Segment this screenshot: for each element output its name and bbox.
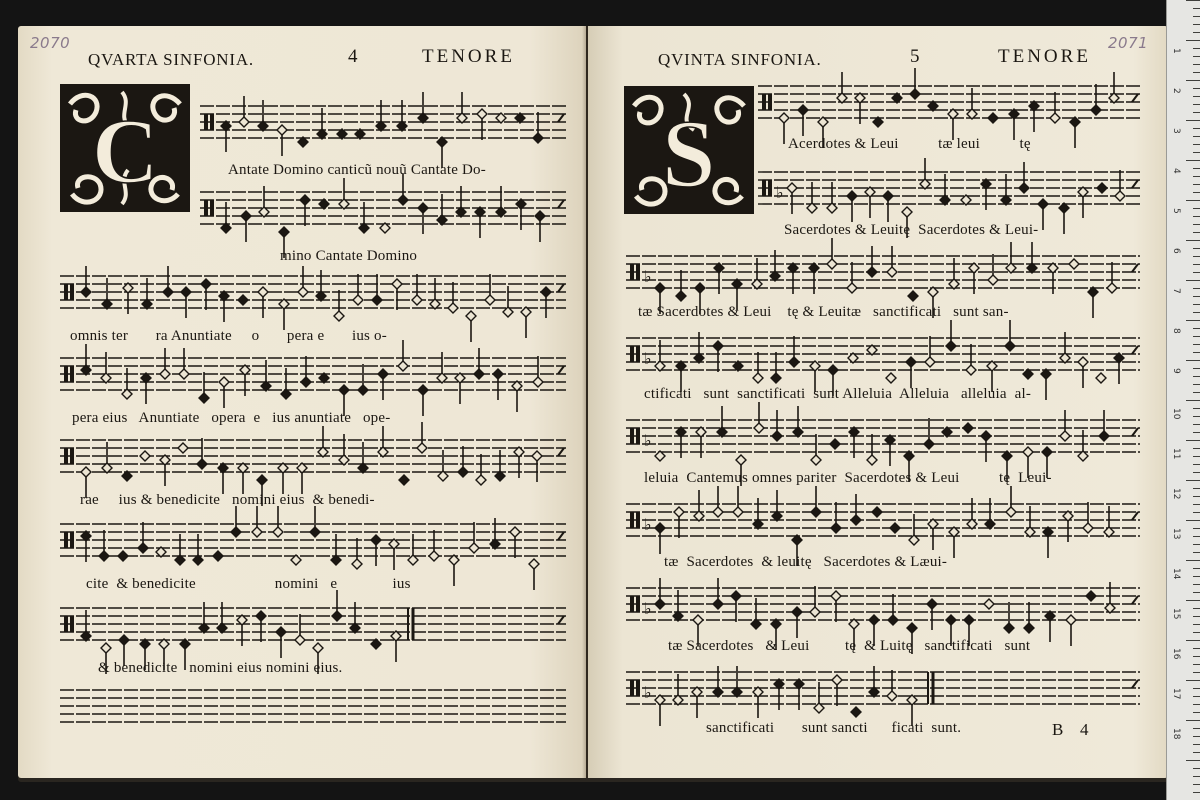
ruler-label: 15: [1171, 608, 1181, 620]
ruler-tick: [1186, 240, 1200, 241]
ruler-tick: [1193, 72, 1200, 73]
left-staff-4: [60, 340, 566, 416]
ruler-tick: [1186, 560, 1200, 561]
left-staff-1: [200, 92, 566, 168]
ruler-tick: [1193, 664, 1200, 665]
ruler-tick: [1186, 200, 1200, 201]
ruler-tick: [1193, 512, 1200, 513]
ruler-tick: [1193, 696, 1200, 697]
ruler-tick: [1186, 480, 1200, 481]
left-lyric-2: mino Cantate Domino: [280, 248, 418, 264]
left-lyric-3: omnis ter ra Anuntiate o pera e ius o-: [70, 328, 387, 344]
signature-mark: B: [1052, 720, 1064, 739]
ruler-tick: [1193, 96, 1200, 97]
left-lyric-7: & benedicite nomini eius nomini eius.: [98, 660, 343, 676]
ruler-tick: [1193, 544, 1200, 545]
ruler-label: 7: [1171, 288, 1181, 294]
ruler-tick: [1186, 80, 1200, 81]
ruler-tick: [1193, 152, 1200, 153]
ruler-tick: [1193, 424, 1200, 425]
ruler-label: 4: [1171, 168, 1181, 174]
ruler-tick: [1193, 336, 1200, 337]
ruler-label: 3: [1171, 128, 1181, 134]
ruler-label: 16: [1171, 648, 1181, 660]
ruler-tick: [1193, 552, 1200, 553]
ruler-tick: [1193, 56, 1200, 57]
svg-text:♭: ♭: [644, 267, 652, 286]
ruler-tick: [1193, 728, 1200, 729]
left-lyric-5: rae ius & benedicite nomini eius & benedi-: [80, 492, 375, 508]
ruler-tick: [1193, 232, 1200, 233]
ruler-tick: [1193, 296, 1200, 297]
ruler-tick: [1193, 344, 1200, 345]
ruler-tick: [1193, 608, 1200, 609]
left-pencil-number: 2070: [30, 34, 71, 52]
initial-letter-s: S: [662, 100, 716, 207]
ruler-tick: [1193, 776, 1200, 777]
ruler-tick: [1186, 400, 1200, 401]
ruler-tick: [1193, 64, 1200, 65]
ruler-tick: [1193, 352, 1200, 353]
ruler-tick: [1193, 672, 1200, 673]
ruler-tick: [1193, 584, 1200, 585]
ruler-tick: [1186, 680, 1200, 681]
ruler-tick: [1193, 208, 1200, 209]
ruler-tick: [1193, 496, 1200, 497]
ruler-label: 2: [1171, 88, 1181, 94]
ruler-tick: [1193, 432, 1200, 433]
ruler-tick: [1193, 264, 1200, 265]
ruler-tick: [1186, 40, 1200, 41]
ruler-tick: [1186, 520, 1200, 521]
ruler-tick: [1193, 32, 1200, 33]
ruler-label: 13: [1171, 528, 1181, 540]
ruler-tick: [1193, 48, 1200, 49]
ruler-tick: [1193, 384, 1200, 385]
ruler-label: 12: [1171, 488, 1181, 500]
ruler-tick: [1193, 704, 1200, 705]
ruler-label: 1: [1171, 48, 1181, 54]
right-lyric-3: tæ Sacerdotes & Leui tę & Leuitæ sanctificati sunt san-: [638, 304, 1009, 320]
ruler-tick: [1193, 288, 1200, 289]
ruler-tick: [1193, 656, 1200, 657]
ruler-tick: [1193, 736, 1200, 737]
ruler-tick: [1186, 0, 1200, 1]
ruler-tick: [1193, 248, 1200, 249]
ruler-tick: [1193, 576, 1200, 577]
svg-text:♭: ♭: [644, 431, 652, 450]
ruler-tick: [1193, 568, 1200, 569]
ruler-tick: [1193, 368, 1200, 369]
right-voice-label: TENORE: [998, 46, 1091, 67]
ruler-tick: [1193, 392, 1200, 393]
ruler-tick: [1193, 256, 1200, 257]
ruler-tick: [1193, 104, 1200, 105]
right-lyric-6: tæ Sacerdotes & leuitę Sacerdotes & Læui-: [664, 554, 948, 570]
ruler-label: 6: [1171, 248, 1181, 254]
left-staff-2: [200, 174, 566, 258]
left-lyric-4: pera eius Anuntiate opera e ius anuntiate ope-: [72, 410, 391, 426]
ruler-tick: [1186, 600, 1200, 601]
ruler-tick: [1186, 160, 1200, 161]
svg-text:♭: ♭: [644, 599, 652, 618]
ruler-tick: [1193, 488, 1200, 489]
open-book: [18, 26, 1170, 782]
ruler-tick: [1193, 112, 1200, 113]
ruler-tick: [1193, 616, 1200, 617]
svg-text:♭: ♭: [644, 683, 652, 702]
ruler-tick: [1186, 440, 1200, 441]
ruler-tick: [1193, 144, 1200, 145]
ruler-tick: [1186, 720, 1200, 721]
ruler-tick: [1193, 136, 1200, 137]
ruler-tick: [1193, 528, 1200, 529]
ruler-tick: [1193, 376, 1200, 377]
ruler-label: 18: [1171, 728, 1181, 740]
ruler-tick: [1193, 216, 1200, 217]
ruler-tick: [1193, 648, 1200, 649]
right-pencil-number: 2071: [1108, 34, 1149, 52]
ruler-tick: [1193, 224, 1200, 225]
ruler-tick: [1186, 320, 1200, 321]
right-lyric-4: ctificati sunt sanctificati sunt Alleluia Alleluia alleluia al-: [644, 386, 1032, 402]
ruler-tick: [1193, 768, 1200, 769]
ruler-tick: [1193, 712, 1200, 713]
right-lyric-1: Acerdotes & Leui tæ leui tę: [788, 136, 1031, 152]
ruler-label: 17: [1171, 688, 1181, 700]
ruler-tick: [1193, 168, 1200, 169]
right-page-number: 5: [910, 46, 920, 67]
ruler-tick: [1193, 192, 1200, 193]
svg-text:♭: ♭: [644, 349, 652, 368]
initial-letter-c: C: [92, 100, 159, 202]
ruler-tick: [1193, 464, 1200, 465]
ruler-tick: [1186, 760, 1200, 761]
ruler-tick: [1193, 752, 1200, 753]
ruler-label: 5: [1171, 208, 1181, 214]
right-page: [588, 26, 1168, 778]
ruler-tick: [1193, 312, 1200, 313]
ruler-tick: [1193, 328, 1200, 329]
right-lyric-2: Sacerdotes & Leuitę Sacerdotes & Leui-: [784, 222, 1039, 238]
ruler-tick: [1193, 184, 1200, 185]
ruler-tick: [1186, 280, 1200, 281]
ruler-tick: [1193, 8, 1200, 9]
left-staff-8-empty: [60, 690, 566, 722]
ruler-tick: [1193, 416, 1200, 417]
left-lyric-1: Antate Domino canticũ nouũ Cantate Do-: [228, 162, 486, 178]
ruler-tick: [1193, 304, 1200, 305]
left-lyric-6: cite & benedicite nomini e ius: [86, 576, 411, 592]
ruler-tick: [1186, 120, 1200, 121]
ruler-tick: [1193, 784, 1200, 785]
ruler-tick: [1193, 272, 1200, 273]
svg-text:♭: ♭: [644, 515, 652, 534]
ruler-tick: [1193, 624, 1200, 625]
ruler-label: 14: [1171, 568, 1181, 580]
ruler-tick: [1193, 792, 1200, 793]
ruler-tick: [1193, 408, 1200, 409]
ruler-tick: [1193, 536, 1200, 537]
ruler-tick: [1193, 176, 1200, 177]
ruler-tick: [1193, 632, 1200, 633]
ruler-tick: [1193, 448, 1200, 449]
ruler-tick: [1186, 360, 1200, 361]
ruler-label: 8: [1171, 328, 1181, 334]
ruler-label: 11: [1171, 448, 1181, 460]
ruler-tick: [1193, 16, 1200, 17]
ruler-tick: [1193, 592, 1200, 593]
ruler-tick: [1193, 504, 1200, 505]
ruler-label: 10: [1171, 408, 1181, 420]
ruler-tick: [1193, 744, 1200, 745]
left-page-title: QVARTA SINFONIA.: [88, 50, 254, 69]
ruler-tick: [1193, 456, 1200, 457]
right-lyric-8: sanctificati sunt sancti ficati sunt.: [706, 720, 962, 736]
ruler-tick: [1193, 472, 1200, 473]
ruler-tick: [1193, 88, 1200, 89]
svg-text:♭: ♭: [776, 183, 784, 202]
measurement-ruler: [1166, 0, 1200, 800]
left-page-number: 4: [348, 46, 358, 67]
ruler-tick: [1193, 688, 1200, 689]
left-page: [18, 26, 586, 778]
right-lyric-7: tæ Sacerdotes & Leui tę & Luitę sanctificati sunt: [668, 638, 1031, 654]
ruler-tick: [1193, 24, 1200, 25]
ruler-tick: [1186, 640, 1200, 641]
ruler-label: 9: [1171, 368, 1181, 374]
right-lyric-5: leluia Cantemus omnes pariter Sacerdotes & Leui tę Leui-: [644, 470, 1052, 486]
right-staff-8: [626, 666, 1140, 726]
ruler-tick: [1193, 128, 1200, 129]
folio-number: 4: [1080, 720, 1089, 739]
right-page-title: QVINTA SINFONIA.: [658, 50, 822, 69]
left-voice-label: TENORE: [422, 46, 515, 67]
